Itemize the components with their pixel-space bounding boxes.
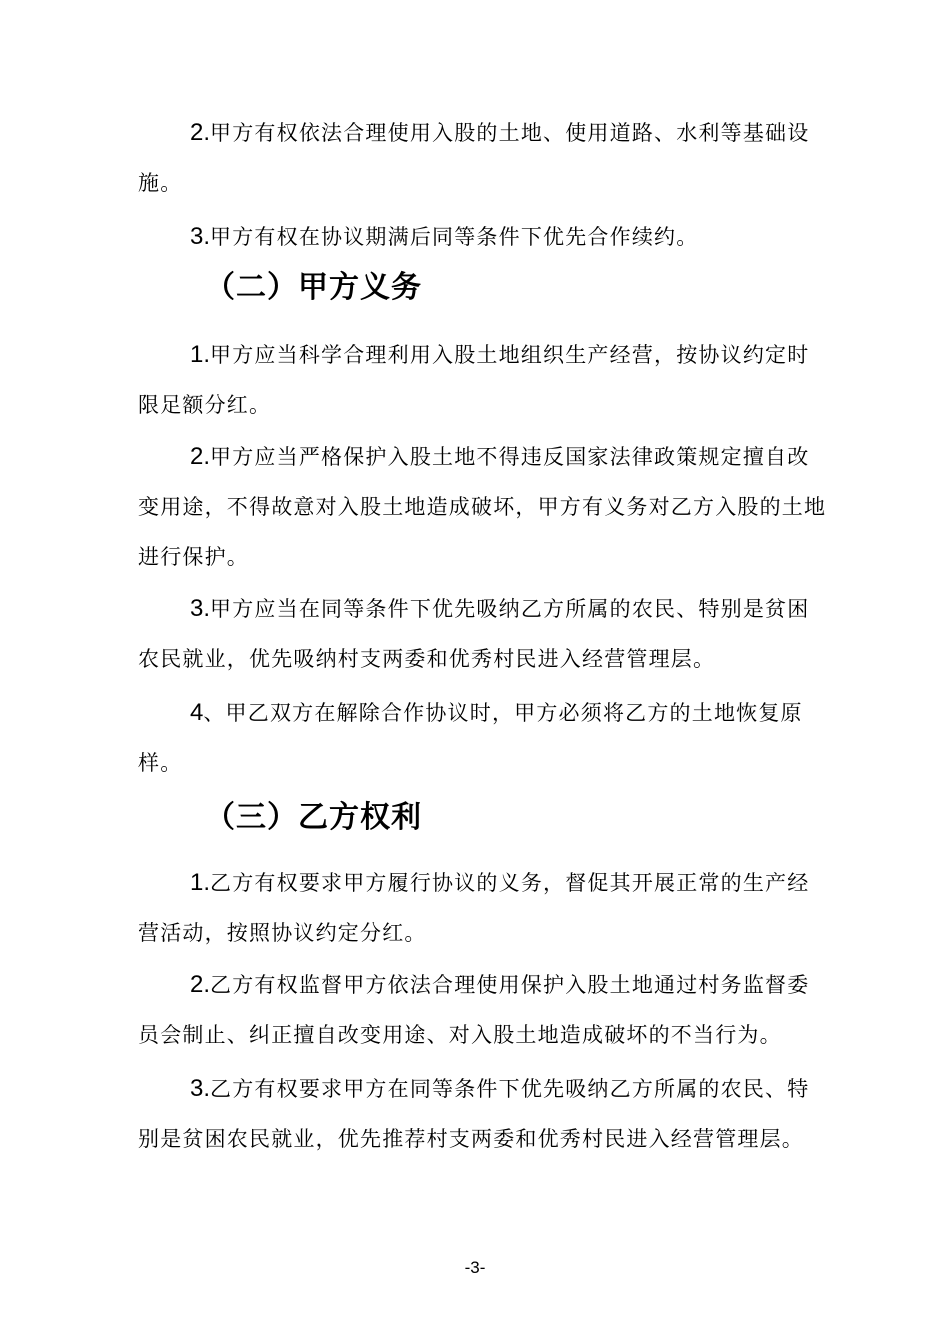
item-number: 1.	[190, 341, 211, 368]
paragraph-b-rights-2	[138, 960, 828, 1060]
paragraph-a-duties-1	[138, 330, 828, 430]
item-number: 2.	[190, 971, 211, 998]
paragraph-a-rights-2	[138, 108, 828, 208]
item-number: 3.	[190, 223, 211, 250]
item-text: 甲方有权在协议期满后同等条件下优先合作续约。	[210, 225, 699, 249]
item-number: 3.	[190, 1075, 211, 1102]
paragraph-a-duties-4	[138, 688, 828, 788]
section-heading-party-a-duties: （二）甲方义务	[205, 270, 422, 305]
paragraph-b-rights-3	[138, 1064, 828, 1164]
item-text: 乙方有权要求甲方在同等条件下优先吸纳乙方所属的农民、特别是贫困农民就业，优先推荐村支两委和优秀村民进入经营管理层。	[138, 1077, 810, 1151]
paragraph-a-rights-3	[138, 212, 828, 262]
item-text: 甲方有权依法合理使用入股的土地、使用道路、水利等基础设施。	[138, 121, 810, 195]
item-text: 乙方有权监督甲方依法合理使用保护入股土地通过村务监督委员会制止、纠正擅自改变用途、对入股土地造成破坏的不当行为。	[138, 973, 810, 1047]
item-text: 甲方应当科学合理利用入股土地组织生产经营，按协议约定时限足额分红。	[138, 343, 810, 417]
section-heading-party-b-rights: （三）乙方权利	[205, 800, 422, 835]
item-text: 、甲乙双方在解除合作协议时，甲方必须将乙方的土地恢复原样。	[138, 701, 803, 775]
paragraph-a-duties-3	[138, 584, 828, 684]
item-number: 1.	[190, 869, 211, 896]
item-number: 4	[190, 699, 204, 726]
paragraph-a-duties-2	[138, 432, 828, 582]
item-number: 3.	[190, 595, 211, 622]
item-text: 甲方应当在同等条件下优先吸纳乙方所属的农民、特别是贫困农民就业，优先吸纳村支两委和优秀村民进入经营管理层。	[138, 597, 810, 671]
item-number: 2.	[190, 119, 211, 146]
page-number: -3-	[464, 1258, 486, 1277]
item-text: 甲方应当严格保护入股土地不得违反国家法律政策规定擅自改变用途，不得故意对入股土地造成破坏，甲方有义务对乙方入股的土地进行保护。	[138, 445, 827, 569]
item-text: 乙方有权要求甲方履行协议的义务，督促其开展正常的生产经营活动，按照协议约定分红。	[138, 871, 810, 945]
paragraph-b-rights-1	[138, 858, 828, 958]
item-number: 2.	[190, 443, 211, 470]
